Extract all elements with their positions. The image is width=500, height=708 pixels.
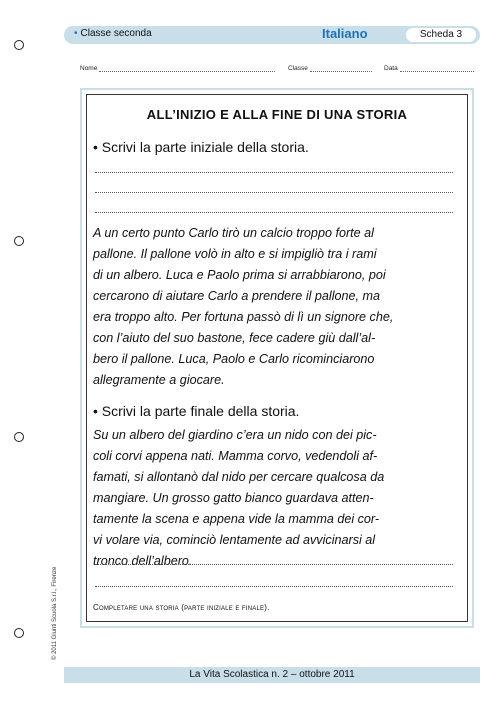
answer-line	[95, 211, 453, 213]
worksheet-body	[86, 94, 468, 622]
instruction-start: • Scrivi la parte iniziale della storia.	[93, 139, 309, 155]
name-blank	[99, 64, 275, 72]
answer-line	[95, 171, 453, 173]
class-field: Classe	[288, 64, 372, 72]
date-field: Data	[384, 64, 474, 72]
instruction-end: • Scrivi la parte finale della storia.	[93, 403, 300, 419]
copyright: © 2011 Giunti Scuola S.r.l., Firenze	[52, 566, 58, 660]
footer-note: Completare una storia (parte iniziale e finale).	[93, 603, 270, 612]
binder-hole-2	[14, 236, 24, 246]
name-field: Nome	[80, 64, 275, 72]
page-title: ALL’INIZIO E ALLA FINE DI UNA STORIA	[146, 107, 408, 122]
class-label: • Classe seconda	[74, 28, 152, 39]
answer-line	[95, 563, 453, 565]
answer-line	[95, 585, 453, 587]
binder-hole-3	[14, 432, 24, 442]
story-beginning: Su un albero del giardino c’era un nido con dei pic- coli corvi appena nati. Mamma corvo, vedendoli af- famati, si allontanò dal nido per cercare qualcosa da mangiare. Un grosso gatto bianco guardava atten- tamente la scena e appena vide la mamma dei cor- vi volare via, cominciò lentamente ad avvicinarsi al tronco dell’albero.	[93, 428, 385, 568]
footer-bar	[64, 667, 480, 683]
footer-text: La Vita Scolastica n. 2 – ottobre 2011	[189, 669, 355, 680]
binder-hole-4	[14, 628, 24, 638]
sheet-label: Scheda 3	[406, 28, 476, 42]
header-bar	[64, 26, 480, 44]
subject-label: Italiano	[322, 26, 368, 41]
bullet-icon: •	[74, 28, 78, 39]
date-blank	[400, 64, 474, 72]
binder-hole-1	[14, 40, 24, 50]
answer-line	[95, 191, 453, 193]
class-blank	[310, 64, 372, 72]
story-middle: A un certo punto Carlo tirò un calcio troppo forte al pallone. Il pallone volò in alto e si impigliò tra i rami di un albero. Luca e Paolo prima si arrabbiarono, poi cercarono di aiutare Carlo a prendere il pallone, ma era troppo alto. Per fortuna passò di lì un signore che, con l’aiuto del suo bastone, fece cadere giù dall’al- bero il pallone. Luca, Paolo e Carlo ricominciarono allegramente a giocare.	[93, 226, 394, 387]
